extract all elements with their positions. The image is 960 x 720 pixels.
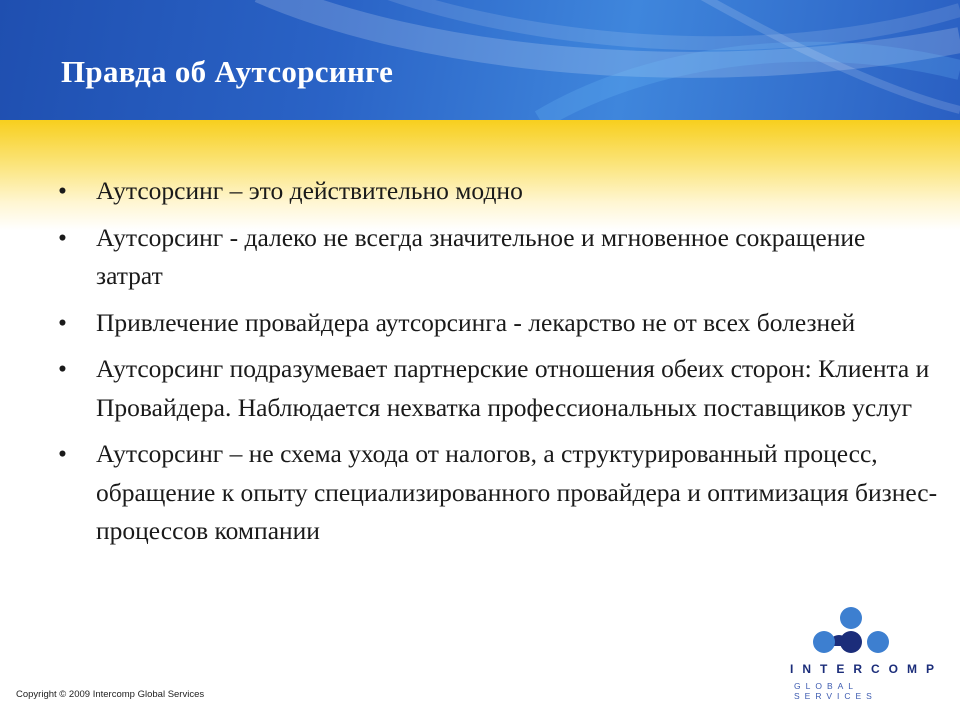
slide-header bbox=[0, 0, 960, 120]
list-item bbox=[58, 435, 938, 551]
list-item bbox=[58, 219, 938, 296]
bullet-text: Аутсорсинг – не схема ухода от налогов, а структурированный процесс, обращение к опыту специализированного провайдера и оптимизация бизнес-процессов компании bbox=[96, 439, 938, 545]
bullet-text: Аутсорсинг - далеко не всегда значительное и мгновенное сокращение затрат bbox=[96, 222, 866, 290]
logo-wordmark: INTERCOMP bbox=[790, 662, 943, 676]
bullet-list bbox=[58, 172, 938, 559]
list-item bbox=[58, 172, 938, 211]
bullet-icon: • bbox=[58, 307, 67, 337]
slide-title: Правда об Аутсорсинге bbox=[61, 54, 394, 89]
logo-tagline: GLOBAL SERVICES bbox=[794, 681, 877, 701]
company-logo bbox=[764, 604, 943, 701]
bullet-text: Аутсорсинг подразумевает партнерские отношения обеих сторон: Клиента и Провайдера. Наблюдается нехватка профессиональных поставщиков услуг bbox=[96, 354, 930, 422]
logo-circles-icon bbox=[764, 604, 934, 664]
list-item bbox=[58, 350, 938, 427]
copyright-notice: Copyright © 2009 Intercomp Global Services bbox=[16, 689, 205, 700]
bullet-icon: • bbox=[58, 222, 67, 252]
bullet-icon: • bbox=[58, 439, 67, 468]
bullet-text: Привлечение провайдера аутсорсинга - лекарство не от всех болезней bbox=[96, 307, 856, 337]
bullet-icon: • bbox=[58, 354, 67, 383]
bullet-text: Аутсорсинг – это действительно модно bbox=[96, 176, 523, 205]
list-item bbox=[58, 304, 938, 343]
bullet-icon: • bbox=[58, 176, 67, 205]
